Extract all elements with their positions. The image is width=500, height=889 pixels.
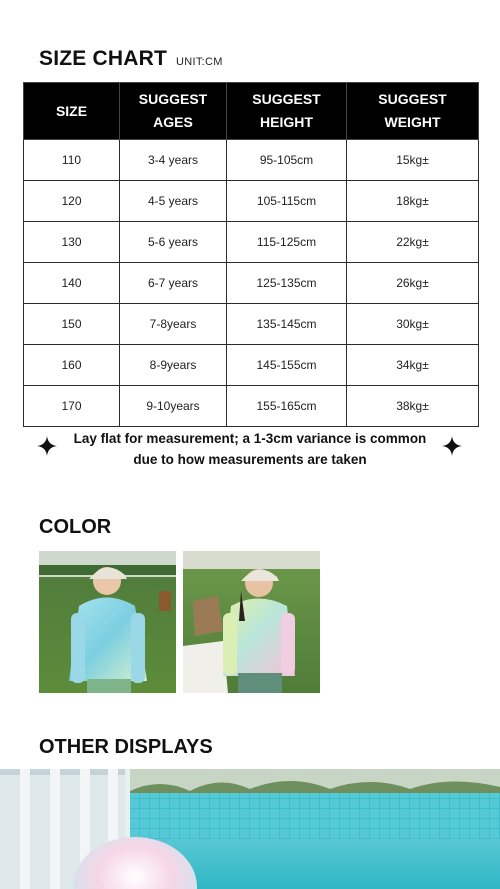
cell-weight: 15kg±: [347, 140, 479, 181]
cell-size: 160: [24, 345, 120, 386]
table-row: [24, 263, 479, 304]
sparkle-icon: [37, 436, 57, 456]
header-weight: SUGGEST WEIGHT: [347, 83, 479, 140]
unit-label: UNIT:CM: [176, 56, 223, 68]
cell-height: 95-105cm: [227, 140, 347, 181]
cell-height: 115-125cm: [227, 222, 347, 263]
cell-weight: 30kg±: [347, 304, 479, 345]
cell-size: 150: [24, 304, 120, 345]
measurement-note: Lay flat for measurement; a 1-3cm variance is common due to how measurements are taken: [73, 431, 427, 467]
cell-weight: 18kg±: [347, 181, 479, 222]
cell-height: 155-165cm: [227, 386, 347, 427]
cell-age: 8-9years: [120, 345, 227, 386]
table-row: [24, 345, 479, 386]
table-header-row: [24, 83, 479, 140]
header-size: SIZE: [24, 83, 120, 140]
cell-age: 6-7 years: [120, 263, 227, 304]
cell-weight: 34kg±: [347, 345, 479, 386]
size-chart-title: SIZE CHART: [39, 47, 167, 70]
size-chart-heading: [39, 47, 223, 71]
cell-size: 120: [24, 181, 120, 222]
cell-size: 130: [24, 222, 120, 263]
header-ages: SUGGEST AGES: [120, 83, 227, 140]
child-blue-tie-dye-jacket-photo[interactable]: [39, 551, 176, 693]
other-displays-title: OTHER DISPLAYS: [39, 736, 213, 758]
cell-height: 125-135cm: [227, 263, 347, 304]
cell-height: 145-155cm: [227, 345, 347, 386]
cell-weight: 22kg±: [347, 222, 479, 263]
cell-age: 4-5 years: [120, 181, 227, 222]
cell-age: 7-8years: [120, 304, 227, 345]
cell-age: 5-6 years: [120, 222, 227, 263]
cell-weight: 38kg±: [347, 386, 479, 427]
sparkle-icon: [442, 436, 462, 456]
table-row: [24, 386, 479, 427]
poolside-photo[interactable]: [0, 769, 500, 889]
size-chart-table: [23, 82, 479, 427]
child-pastel-tie-dye-jacket-photo[interactable]: [183, 551, 320, 693]
header-height: SUGGEST HEIGHT: [227, 83, 347, 140]
color-section-title: COLOR: [39, 516, 112, 538]
cell-size: 170: [24, 386, 120, 427]
cell-height: 105-115cm: [227, 181, 347, 222]
table-row: [24, 140, 479, 181]
cell-age: 9-10years: [120, 386, 227, 427]
table-row: [24, 222, 479, 263]
table-row: [24, 181, 479, 222]
cell-age: 3-4 years: [120, 140, 227, 181]
cell-size: 110: [24, 140, 120, 181]
cell-height: 135-145cm: [227, 304, 347, 345]
table-row: [24, 304, 479, 345]
cell-weight: 26kg±: [347, 263, 479, 304]
cell-size: 140: [24, 263, 120, 304]
